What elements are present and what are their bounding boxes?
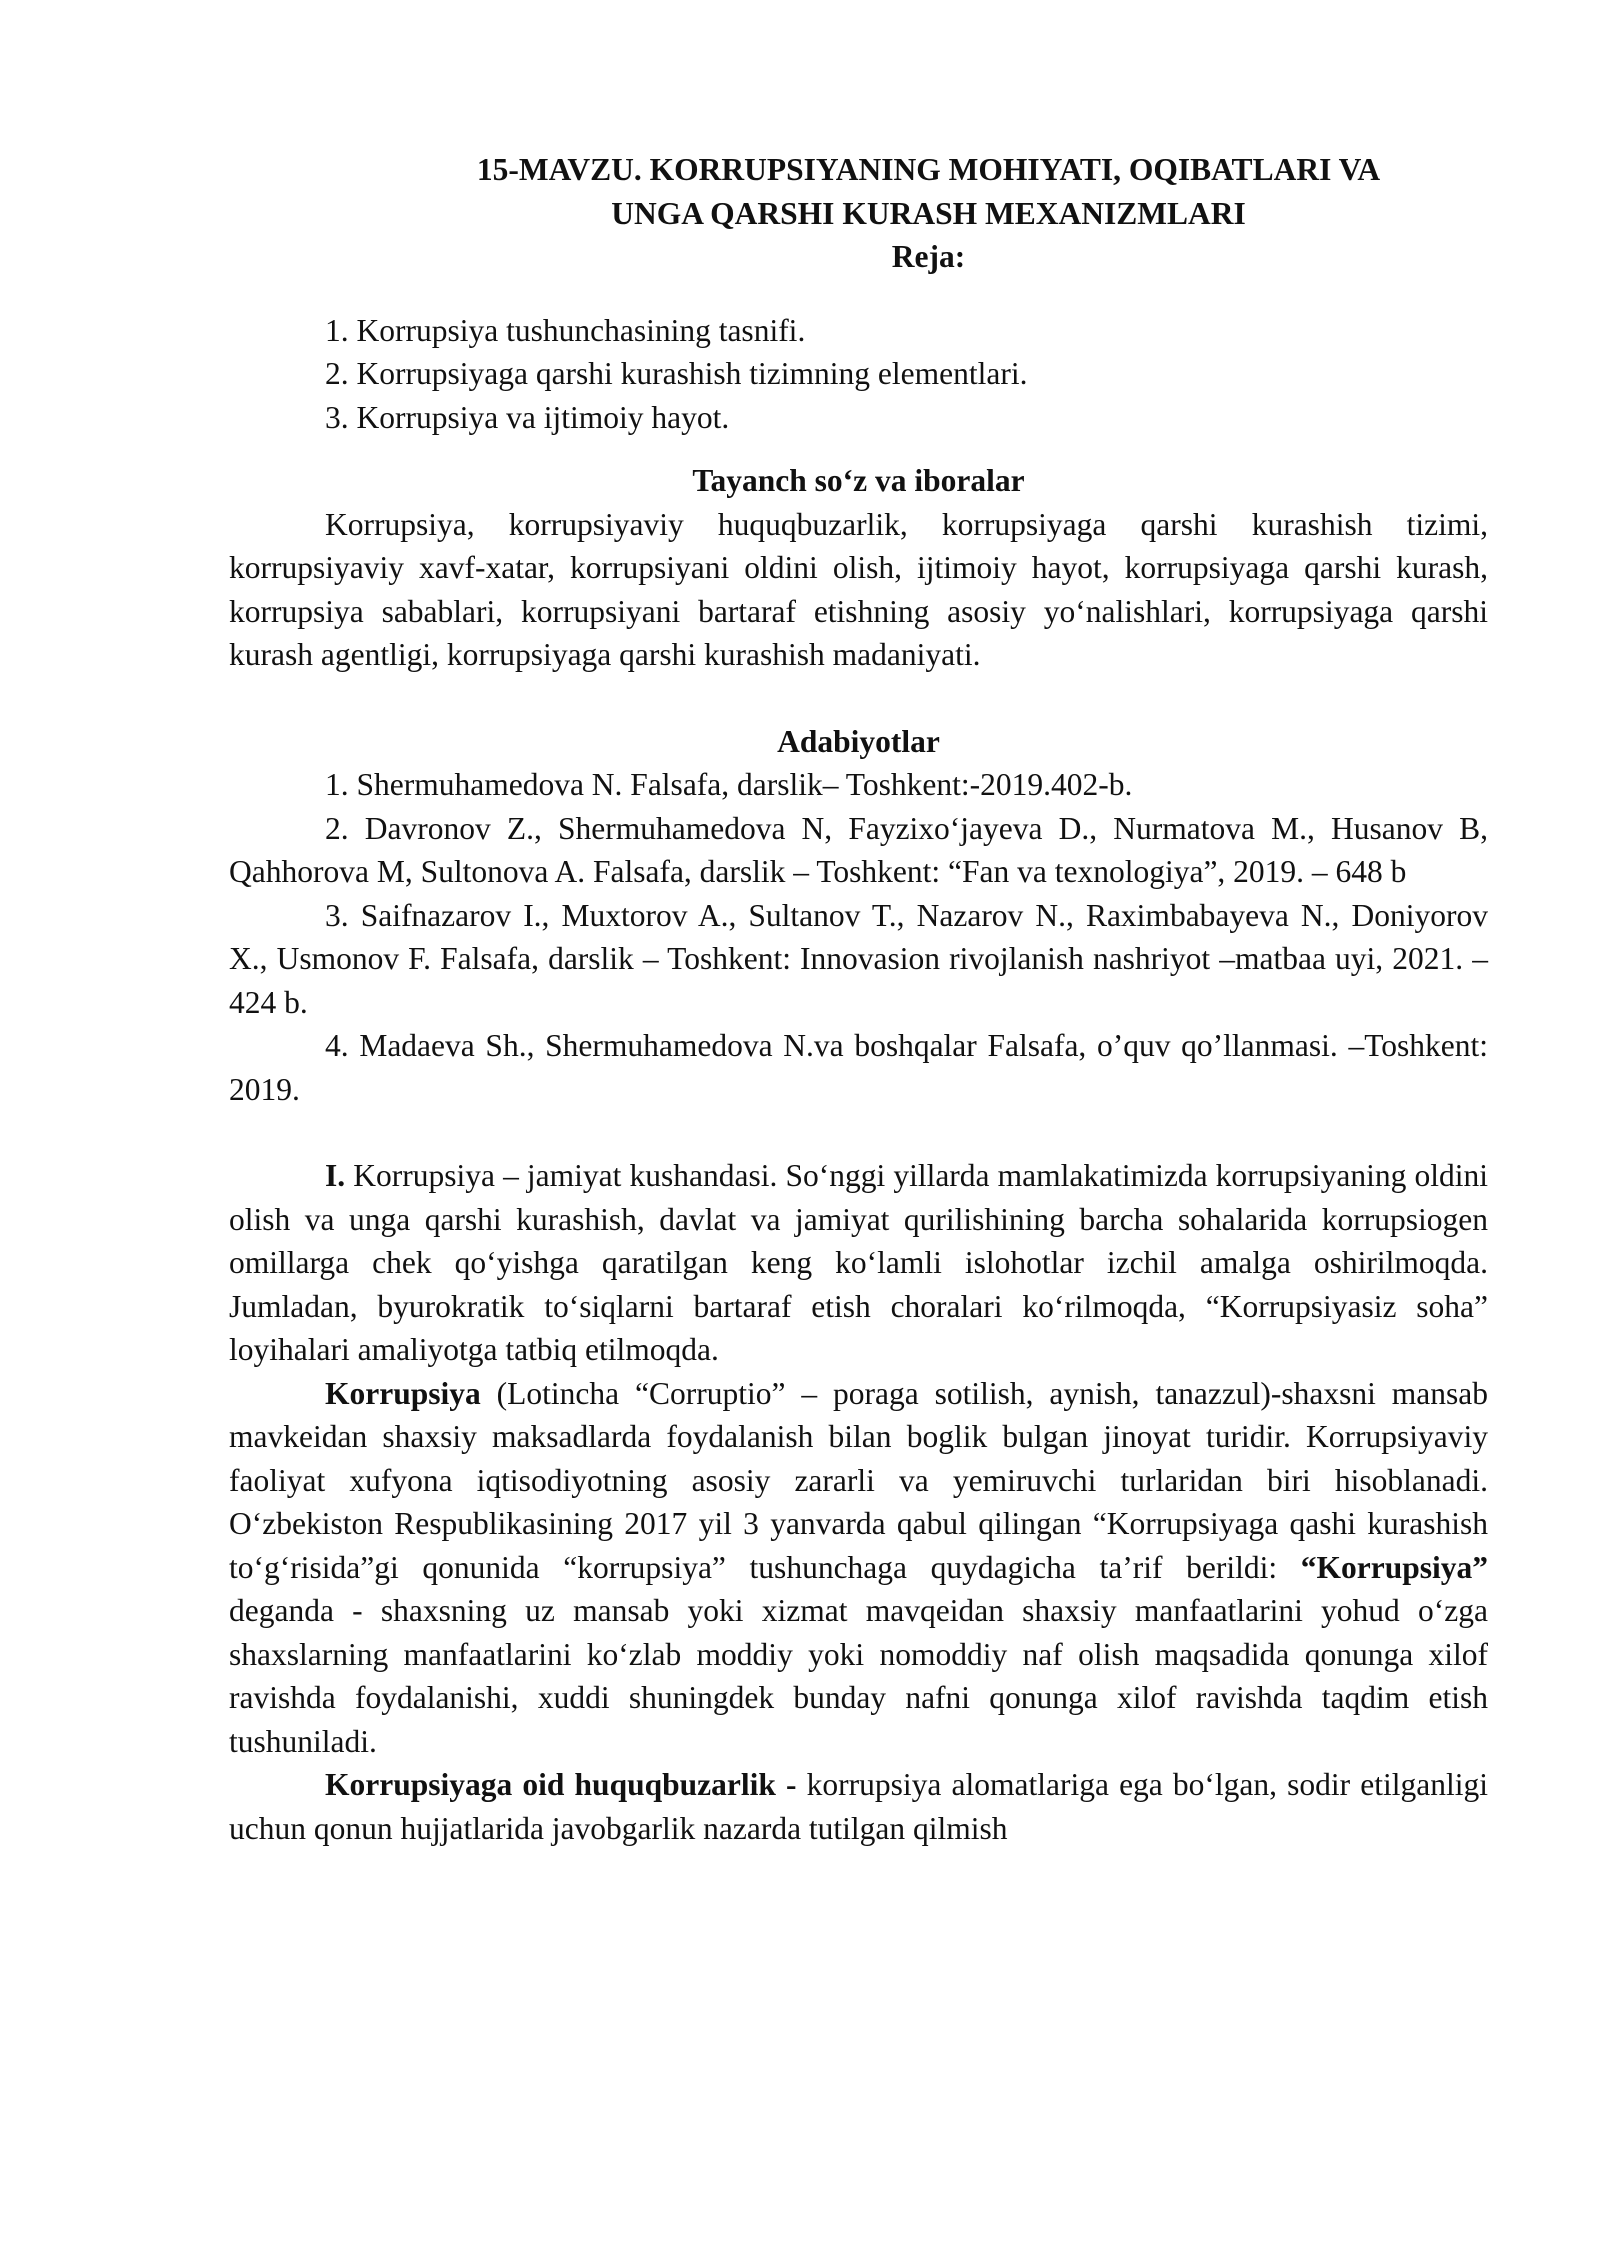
paragraph-1-text: Korrupsiya – jamiyat kushandasi. So‘nggi yillarda mamlakatimizda korrupsiyaning oldini olish va unga qarshi kurashish, davlat va jamiyat qurilishining barcha sohalarida korrupsiogen omillarga chek qo‘yishga qaratilgan keng ko‘lamli islohotlar izchil amalga oshirilmoqda. Jumladan, byurokratik to‘siqlarni bartaraf etish choralari ko‘rilmoqda, “Korrupsiyasiz soha” loyihalari amaliyotga tatbiq etilmoqda. [229, 1158, 1488, 1367]
title-line-2: UNGA QARSHI KURASH MEXANIZMLARI [611, 195, 1246, 231]
body-paragraph-1 [229, 1154, 1488, 1372]
term-huquqbuzarlik: Korrupsiyaga oid huquqbuzarlik - [325, 1767, 797, 1802]
title-line-1: 15-MAVZU. KORRUPSIYANING MOHIYATI, OQIBATLARI VA [476, 152, 1381, 187]
plan-list [229, 309, 1488, 440]
literature-item-1: 1. Shermuhamedova N. Falsafa, darslik– Toshkent:-2019.402-b. [325, 767, 1133, 802]
body-paragraph-3 [229, 1763, 1488, 1850]
keywords-heading: Tayanch so‘z va iboralar [692, 463, 1025, 498]
plan-heading: Reja: [891, 239, 966, 274]
term-korrupsiya: Korrupsiya [325, 1375, 481, 1411]
section-label: I. [325, 1158, 346, 1193]
literature-item-3: 3. Saifnazarov I., Muxtorov A., Sultanov T., Nazarov N., Raximbabayeva N., Doniyorov X., Usmonov F. Falsafa, darslik – Toshkent: Innovasion rivojlanish nashriyot –matbaa uyi, 2021. – 424 b. [229, 897, 1488, 1020]
literature-item-4: 4. Madaeva Sh., Shermuhamedova N.va boshqalar Falsafa, o’quv qo’llanmasi. –Toshkent: 2019. [229, 1028, 1488, 1107]
plan-item-3: 3. Korrupsiya va ijtimoiy hayot. [325, 399, 730, 435]
literature-item-2: 2. Davronov Z., Shermuhamedova N, Fayzixo‘jayeva D., Nurmatova M., Husanov B, Qahhorova M, Sultonova A. Falsafa, darslik – Toshkent: “Fan va texnologiya”, 2019. – 648 b [229, 810, 1488, 889]
paragraph-2-text-b: deganda - shaxsning uz mansab yoki xizmat mavqeidan shaxsiy manfaatlarini yohud o‘zga shaxslarning manfaatlarini ko‘zlab moddiy yoki nomoddiy naf olish maqsadida qonunga xilof ravishda foydalanishi, xuddi shuningdek bunday nafni qonunga xilof ravishda taqdim etish tushuniladi. [229, 1593, 1488, 1759]
paragraph-2-text-a: (Lotincha “Corruptio” – poraga sotilish, aynish, tanazzul)-shaxsni mansab mavkeidan shaxsiy maksadlarda foydalanish bilan boglik bulgan jinoyat turidir. Korrupsiyaviy faoliyat xufyona iqtisodiyotning asosiy zararli va yemiruvchi turlaridan biri hisoblanadi. O‘zbekiston Respublikasining 2017 yil 3 yanvarda qabul qilingan “Korrupsiyaga qashi kurashish to‘g‘risida”gi qonunida “korrupsiya” tushunchaga quydagicha ta’rif berildi: [229, 1375, 1488, 1585]
plan-item-1: 1. Korrupsiya tushunchasining tasnifi. [325, 312, 806, 348]
document-title [229, 148, 1488, 235]
keywords-text: Korrupsiya, korrupsiyaviy huquqbuzarlik, korrupsiyaga qarshi kurashish tizimi, korrupsiyaviy xavf-xatar, korrupsiyani oldini olish, ijtimoiy hayot, korrupsiyaga qarshi kurash, korrupsiya sabablari, korrupsiyani bartaraf etishning asosiy yo‘nalishlari, korrupsiyaga qarshi kurash agentligi, korrupsiyaga qarshi kurashish madaniyati. [229, 506, 1488, 672]
paragraph-3-text: korrupsiya alomatlariga ega bo‘lgan, sodir etilganligi uchun qonun hujjatlarida javobgarlik nazarda tutilgan qilmish [229, 1767, 1488, 1846]
body-paragraph-2 [229, 1372, 1488, 1764]
plan-item-2: 2. Korrupsiyaga qarshi kurashish tizimning elementlari. [325, 356, 1028, 391]
literature-heading: Adabiyotlar [777, 723, 940, 759]
quoted-term: “Korrupsiya” [1300, 1549, 1488, 1585]
